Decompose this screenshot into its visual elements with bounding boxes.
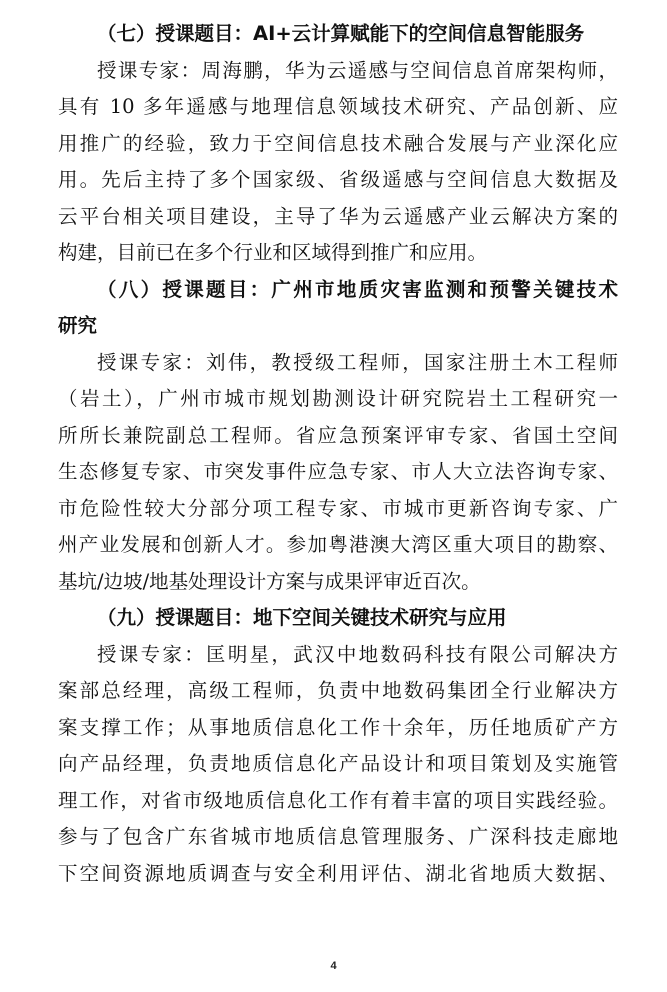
section-7-body-line: 用推广的经验，致力于空间信息技术融合发展与产业深化应: [58, 131, 618, 155]
section-9-body-line: 案支撑工作；从事地质信息化工作十余年，历任地质矿产方: [58, 715, 618, 739]
section-9-heading: （九）授课题目：地下空间关键技术研究与应用: [97, 606, 507, 629]
section-8-body-line: 市危险性较大分部分项工程专家、市城市更新咨询专家、广: [58, 496, 618, 520]
section-7-body-line: 构建，目前已在多个行业和区域得到推广和应用。: [58, 241, 488, 264]
section-8-heading-continued: 研究: [58, 314, 98, 337]
section-8-body-line: 州产业发展和创新人才。参加粤港澳大湾区重大项目的勘察、: [58, 533, 618, 556]
section-9-body-line: 案部总经理，高级工程师，负责中地数码集团全行业解决方: [58, 679, 618, 702]
page-number: 4: [330, 960, 337, 972]
section-7-body-line: 具有 10 多年遥感与地理信息领域技术研究、产品创新、应: [58, 95, 618, 118]
section-8-body-line: 授课专家：刘伟，教授级工程师，国家注册土木工程师: [97, 350, 618, 374]
section-9-body-line: 下空间资源地质调查与安全利用评估、湖北省地质大数据、: [58, 861, 618, 885]
section-9: [58, 600, 618, 892]
section-7-body-line: 授课专家：周海鹏，华为云遥感与空间信息首席架构师，: [97, 58, 618, 82]
section-7-heading: （七）授课题目：AI+云计算赋能下的空间信息智能服务: [97, 22, 585, 45]
section-8-heading: （八）授课题目：广州市地质灾害监测和预警关键技术: [97, 277, 618, 301]
document-page: [58, 16, 618, 892]
section-8-body-line: 基坑/边坡/地基处理设计方案与成果评审近百次。: [58, 569, 481, 593]
section-7-body-line: 云平台相关项目建设，主导了华为云遥感产业云解决方案的: [58, 204, 618, 228]
section-7: [58, 16, 618, 272]
section-9-body-line: 参与了包含广东省城市地质信息管理服务、广深科技走廊地: [58, 825, 618, 848]
section-9-body-line: 向产品经理，负责地质信息化产品设计和项目策划及实施管: [58, 752, 618, 775]
section-8-body-line: （岩土），广州市城市规划勘测设计研究院岩土工程研究一: [58, 387, 618, 410]
section-8-body-line: 所所长兼院副总工程师。省应急预案评审专家、省国土空间: [58, 423, 618, 447]
section-7-body-line: 用。先后主持了多个国家级、省级遥感与空间信息大数据及: [58, 168, 618, 191]
section-8-body-line: 生态修复专家、市突发事件应急专家、市人大立法咨询专家、: [58, 460, 618, 483]
section-9-body-line: 理工作，对省市级地质信息化工作有着丰富的项目实践经验。: [58, 788, 618, 812]
section-9-body-line: 授课专家：匡明星，武汉中地数码科技有限公司解决方: [97, 642, 618, 666]
section-8: [58, 272, 618, 601]
